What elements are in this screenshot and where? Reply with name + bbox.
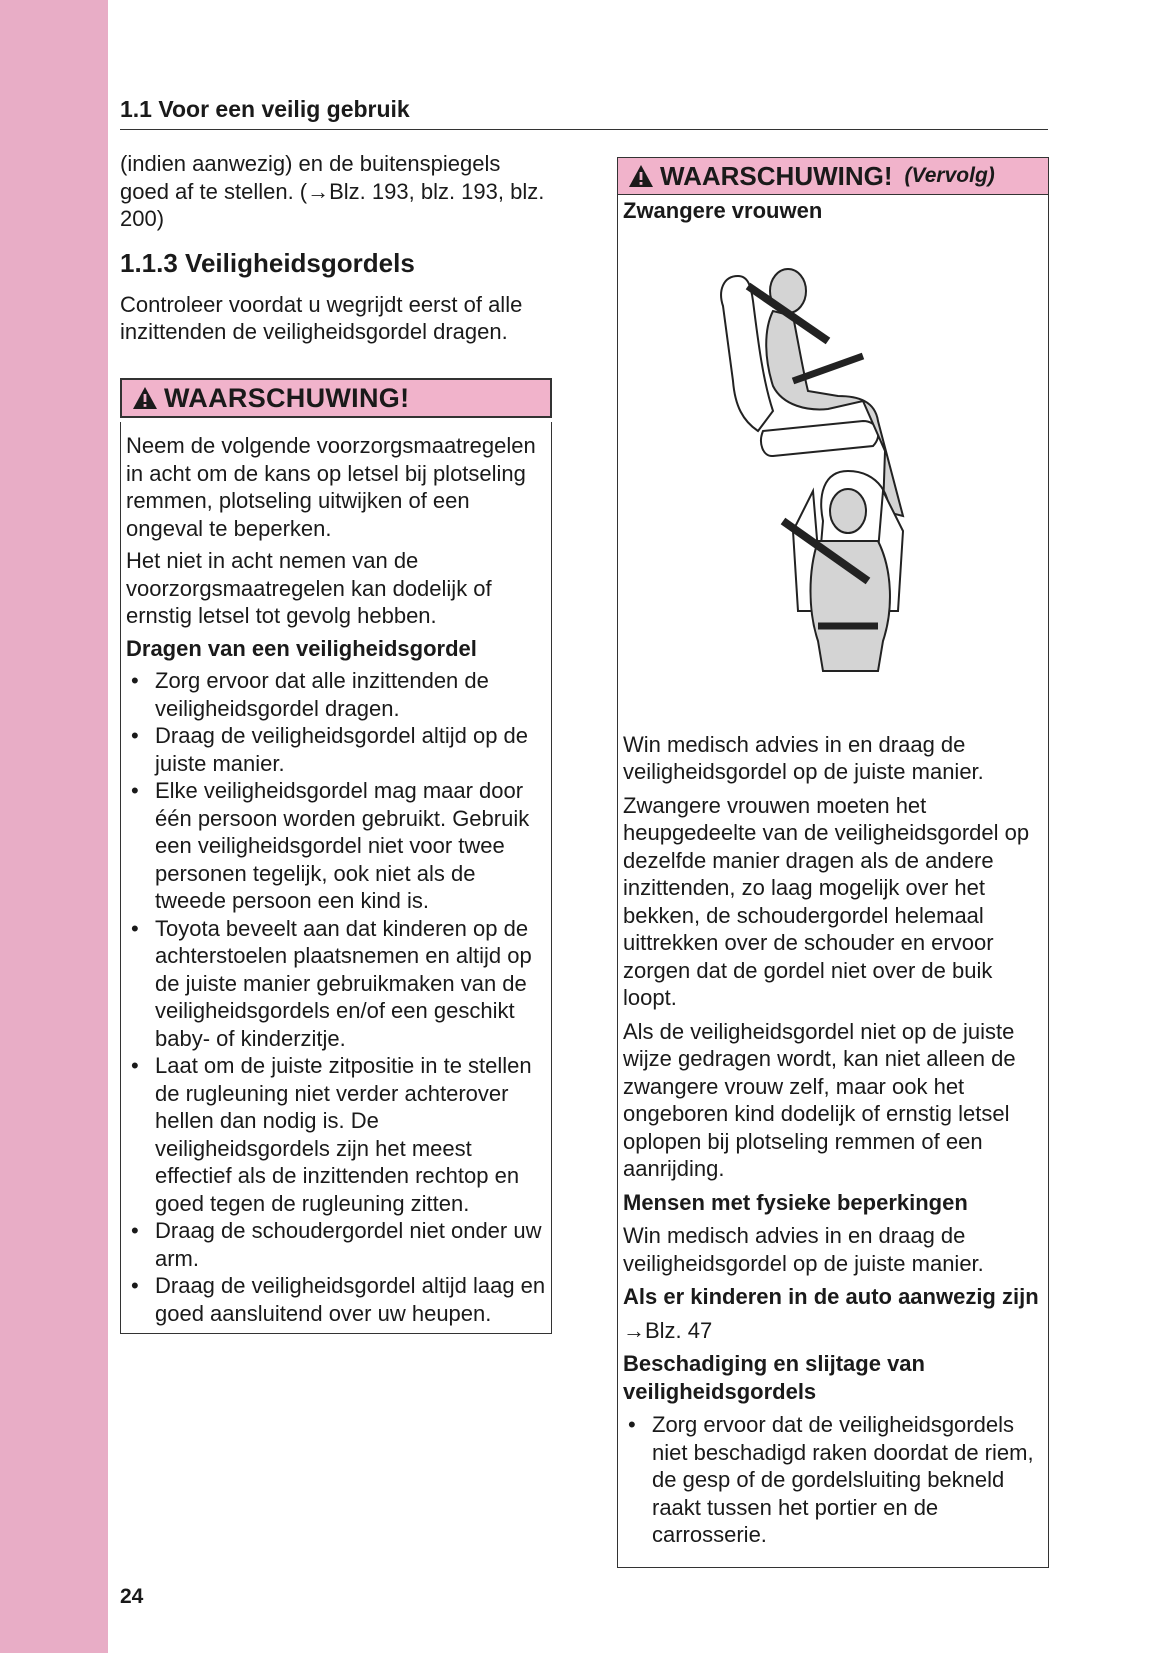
warning-subheading: Dragen van een veiligheidsgordel [126,635,477,661]
intro-paragraph: (indien aanwezig) en de buitenspiegels goed af te stellen. (→Blz. 193, blz. 193, blz. 200) [120,151,545,231]
page-header: 1.1 Voor een veilig gebruik [120,96,1048,130]
bullet-item: • Zorg ervoor dat de veiligheidsgordels niet beschadigd raken doordat de riem, de gesp of de gordelsluiting bekneld raakt tussen het portier en de carrosserie. [623,1411,1043,1549]
bullet-item: • Zorg ervoor dat alle inzittenden de veiligheidsgordel dragen. [126,667,546,722]
warning-triangle-icon [628,164,654,188]
page-reference-link[interactable]: →Blz. 47 [623,1317,713,1343]
side-color-bar [0,0,108,1653]
left-column [120,150,552,352]
warning-continued-body [618,195,1048,1551]
warning-paragraph: Het niet in acht nemen van de voorzorgsmaatregelen kan dodelijk of ernstig letsel tot gevolg hebben. [126,548,492,628]
bullet-item: • Laat om de juiste zitpositie in te stellen de rugleuning niet verder achterover hellen dan nodig is. De veiligheidsgordels zijn het meest effectief als de inzittenden rechtop en goed tegen de rugleuning zitten. [126,1052,546,1217]
section-title: 1.1.3 Veiligheidsgordels [120,247,415,278]
warning-header [120,378,552,418]
bullet-item: • Draag de schoudergordel niet onder uw arm. [126,1217,546,1272]
subheading-disabled: Mensen met fysieke beperkingen [623,1189,968,1215]
warning-body [120,422,552,1334]
warning-box [120,378,552,1334]
bullet-item: • Draag de veiligheidsgordel altijd op de juiste manier. [126,722,546,777]
disabled-paragraph: Win medisch advies in en draag de veiligheidsgordel op de juiste manier. [623,1223,984,1276]
pregnant-paragraph: Als de veiligheidsgordel niet op de juiste wijze gedragen wordt, kan niet alleen de zwangere vrouw zelf, maar ook het ongeboren kind dodelijk of ernstig letsel oplopen bij plotseling remmen of een aanrijding. [623,1018,1016,1181]
bullet-item: • Draag de veiligheidsgordel altijd laag en goed aansluitend over uw heupen. [126,1272,546,1327]
bullet-item: • Toyota beveelt aan dat kinderen op de achterstoelen plaatsnemen en altijd op de juiste manier gebruikmaken van de veiligheidsgordels en/of een geschikt baby- of kinderzitje. [126,915,546,1053]
section-paragraph: Controleer voordat u wegrijdt eerst of alle inzittenden de veiligheidsgordel dragen. [120,291,523,344]
warning-bullet-list [126,667,546,1327]
warning-title: WAARSCHUWING! [164,382,410,413]
pregnant-seatbelt-figure [623,231,1043,731]
bullet-item: • Elke veiligheidsgordel mag maar door één persoon worden gebruikt. Gebruik een veiligheidsgordel niet voor twee personen tegelijk, ook niet als de tweede persoon een kind is. [126,777,546,915]
warning-triangle-icon [132,386,158,410]
page-number: 24 [120,1585,144,1608]
damage-bullet-list [623,1411,1043,1549]
pregnant-paragraph: Win medisch advies in en draag de veiligheidsgordel op de juiste manier. [623,731,984,784]
continued-label: (Vervolg) [904,164,995,187]
warning-continued-box [617,157,1049,1568]
warning-paragraph: Neem de volgende voorzorgsmaatregelen in acht om de kans op letsel bij plotseling remmen, plotseling uitwijken of een ongeval te beperken. [126,433,536,541]
subheading-damage: Beschadiging en slijtage van veiligheidsgordels [623,1351,925,1404]
warning-continued-title: WAARSCHUWING! [660,160,893,191]
warning-continued-header [618,158,1048,195]
seatbelt-illustration [623,231,1043,731]
pregnant-paragraph: Zwangere vrouwen moeten het heupgedeelte van de veiligheidsgordel op dezelfde manier dragen als de andere inzittenden, zo laag mogelijk over het bekken, de schoudergordel helemaal uittrekken over de schouder en ervoor zorgen dat de gordel niet over de buik loopt. [623,792,1030,1010]
subheading-children: Als er kinderen in de auto aanwezig zijn [623,1284,1039,1309]
subheading-pregnant: Zwangere vrouwen [623,198,823,223]
